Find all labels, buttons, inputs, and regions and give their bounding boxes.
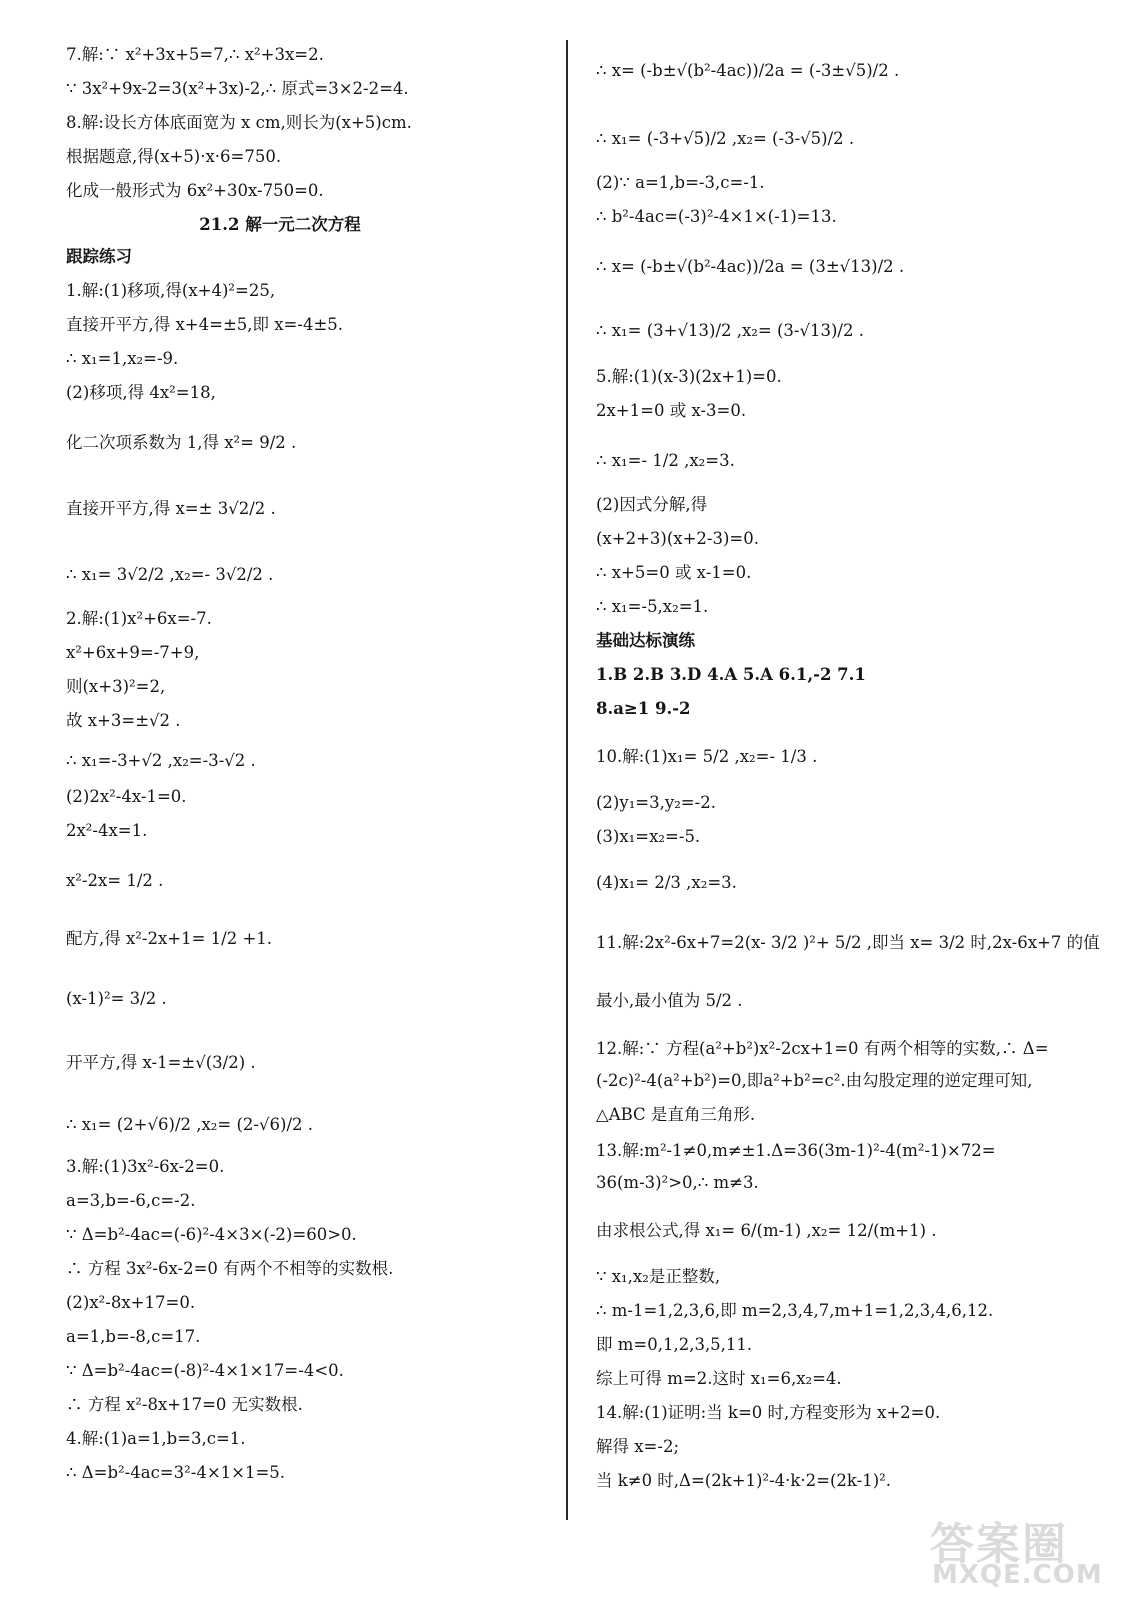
left-text-line: 2.解:(1)x²+6x=-7. [66,609,212,628]
left-text-line: ∴ x₁=-3+√2 ,x₂=-3-√2 . [66,751,256,770]
left-text-line: ∴ 方程 3x²-6x-2=0 有两个不相等的实数根. [66,1259,394,1278]
left-text-line: a=3,b=-6,c=-2. [66,1191,196,1210]
left-text-line: 21.2 解一元二次方程 [199,215,361,234]
left-text-line: 8.解:设长方体底面宽为 x cm,则长为(x+5)cm. [66,113,412,132]
right-text-line: 由求根公式,得 x₁= 6/(m-1) ,x₂= 12/(m+1) . [596,1221,937,1240]
right-text-line: (2)∵ a=1,b=-3,c=-1. [596,173,765,192]
left-text-line: 直接开平方,得 x=± 3√2/2 . [66,499,276,518]
left-text-line: ∴ x₁= 3√2/2 ,x₂=- 3√2/2 . [66,565,274,584]
right-text-line: 11.解:2x²-6x+7=2(x- 3/2 )²+ 5/2 ,即当 x= 3/2 时,2x-6x+7 的值 [596,933,1100,952]
left-text-line: ∵ Δ=b²-4ac=(-6)²-4×3×(-2)=60>0. [66,1225,357,1244]
left-text-line: 1.解:(1)移项,得(x+4)²=25, [66,281,276,300]
right-text-line: (3)x₁=x₂=-5. [596,827,701,846]
left-text-line: 直接开平方,得 x+4=±5,即 x=-4±5. [66,315,344,334]
right-text-line: (2)因式分解,得 [596,495,708,514]
left-text-line: ∴ Δ=b²-4ac=3²-4×1×1=5. [66,1463,286,1482]
right-text-line: (-2c)²-4(a²+b²)=0,即a²+b²=c².由勾股定理的逆定理可知, [596,1071,1033,1090]
right-text-line: ∴ x₁=-5,x₂=1. [596,597,709,616]
left-text-line: 化成一般形式为 6x²+30x-750=0. [66,181,324,200]
right-text-line: 5.解:(1)(x-3)(2x+1)=0. [596,367,782,386]
right-text-line: △ABC 是直角三角形. [596,1105,756,1124]
left-text-line: ∴ 方程 x²-8x+17=0 无实数根. [66,1395,303,1414]
left-text-line: 故 x+3=±√2 . [66,711,181,730]
right-text-line: 解得 x=-2; [596,1437,680,1456]
left-text-line: 开平方,得 x-1=±√(3/2) . [66,1053,256,1072]
left-text-line: 跟踪练习 [66,247,132,266]
right-text-line: ∵ x₁,x₂是正整数, [596,1267,721,1286]
left-text-line: 根据题意,得(x+5)·x·6=750. [66,147,282,166]
right-text-line: ∴ x+5=0 或 x-1=0. [596,563,752,582]
right-text-line: 综上可得 m=2.这时 x₁=6,x₂=4. [596,1369,842,1388]
right-text-line: (2)y₁=3,y₂=-2. [596,793,716,812]
watermark-site-text: MXQE.COM [932,1560,1103,1590]
column-divider [566,40,568,1520]
left-text-line: 4.解:(1)a=1,b=3,c=1. [66,1429,246,1448]
left-text-line: 2x²-4x=1. [66,821,148,840]
left-text-line: 则(x+3)²=2, [66,677,166,696]
right-text-line: 10.解:(1)x₁= 5/2 ,x₂=- 1/3 . [596,747,818,766]
right-text-line: 即 m=0,1,2,3,5,11. [596,1335,753,1354]
right-text-line: ∴ x₁= (-3+√5)/2 ,x₂= (-3-√5)/2 . [596,129,855,148]
right-text-line: 12.解:∵ 方程(a²+b²)x²-2cx+1=0 有两个相等的实数,∴ Δ= [596,1039,1049,1058]
left-text-line: ∵ 3x²+9x-2=3(x²+3x)-2,∴ 原式=3×2-2=4. [66,79,409,98]
left-text-line: ∵ Δ=b²-4ac=(-8)²-4×1×17=-4<0. [66,1361,344,1380]
right-text-line: ∴ b²-4ac=(-3)²-4×1×(-1)=13. [596,207,837,226]
left-text-line: 配方,得 x²-2x+1= 1/2 +1. [66,929,273,948]
left-text-line: 7.解:∵ x²+3x+5=7,∴ x²+3x=2. [66,45,324,64]
left-text-line: 3.解:(1)3x²-6x-2=0. [66,1157,225,1176]
left-text-line: (2)移项,得 4x²=18, [66,383,216,402]
right-text-line: (4)x₁= 2/3 ,x₂=3. [596,873,737,892]
right-text-line: 14.解:(1)证明:当 k=0 时,方程变形为 x+2=0. [596,1403,941,1422]
right-text-line: 36(m-3)²>0,∴ m≠3. [596,1173,759,1192]
right-text-line: 最小,最小值为 5/2 . [596,991,743,1010]
right-column [572,0,1122,1600]
left-text-line: 化二次项系数为 1,得 x²= 9/2 . [66,433,297,452]
right-text-line: ∴ x₁=- 1/2 ,x₂=3. [596,451,735,470]
left-text-line: x²-2x= 1/2 . [66,871,164,890]
left-text-line: (2)2x²-4x-1=0. [66,787,187,806]
right-text-line: 基础达标演练 [596,631,695,650]
right-text-line: 1.B 2.B 3.D 4.A 5.A 6.1,-2 7.1 [596,665,866,684]
right-text-line: 8.a≥1 9.-2 [596,699,691,718]
watermark-logo [930,1510,1116,1592]
left-text-line: x²+6x+9=-7+9, [66,643,200,662]
left-text-line: ∴ x₁= (2+√6)/2 ,x₂= (2-√6)/2 . [66,1115,313,1134]
left-text-line: (x-1)²= 3/2 . [66,989,167,1008]
right-text-line: (x+2+3)(x+2-3)=0. [596,529,759,548]
right-text-line: ∴ x= (-b±√(b²-4ac))/2a = (-3±√5)/2 . [596,61,900,80]
right-text-line: 13.解:m²-1≠0,m≠±1.Δ=36(3m-1)²-4(m²-1)×72= [596,1141,996,1160]
right-text-line: ∴ x= (-b±√(b²-4ac))/2a = (3±√13)/2 . [596,257,905,276]
right-text-line: ∴ x₁= (3+√13)/2 ,x₂= (3-√13)/2 . [596,321,864,340]
left-text-line: (2)x²-8x+17=0. [66,1293,196,1312]
watermark-logo-text: 答案圈 [930,1519,1068,1570]
right-text-line: 2x+1=0 或 x-3=0. [596,401,747,420]
left-text-line: a=1,b=-8,c=17. [66,1327,201,1346]
left-text-line: ∴ x₁=1,x₂=-9. [66,349,179,368]
left-column [0,0,560,1600]
right-text-line: 当 k≠0 时,Δ=(2k+1)²-4·k·2=(2k-1)². [596,1471,892,1490]
right-text-line: ∴ m-1=1,2,3,6,即 m=2,3,4,7,m+1=1,2,3,4,6,12. [596,1301,994,1320]
